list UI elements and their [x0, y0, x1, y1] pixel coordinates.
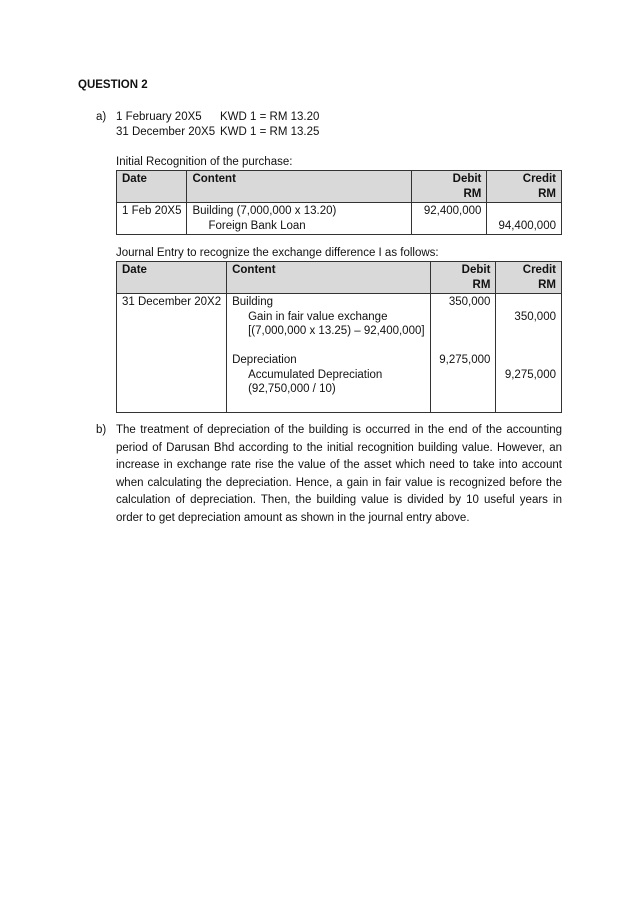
cell-date: 31 December 20X2 [117, 294, 227, 413]
table2-caption: Journal Entry to recognize the exchange difference I as follows: [116, 247, 439, 259]
debit-value: 92,400,000 [423, 205, 482, 217]
part-b-label: b) [96, 424, 107, 436]
header-date: Date [117, 262, 227, 294]
cell-credit [487, 203, 562, 235]
part-b-paragraph: The treatment of depreciation of the building is occurred in the end of the accounting period of Darusan Bhd according to the initial recognition building value. However, an increase in exchange rate rise the value of the asset which need to take into account when calculating the depreciation. Hence, a gain in fair value is recognized before the calculation of depreciation. Then, the building value is divided by 10 useful years in order to get depreciation amount as shown in the journal entry above. [116, 424, 562, 524]
exchange-rates [116, 110, 319, 140]
header-credit-label: Credit [522, 173, 556, 185]
table1-caption: Initial Recognition of the purchase: [116, 156, 293, 168]
cell-debit [411, 203, 487, 235]
initial-recognition-table [116, 170, 562, 235]
debit-value: 9,275,000 [439, 354, 491, 366]
question-heading: QUESTION 2 [78, 79, 148, 91]
rate-value: KWD 1 = RM 13.25 [220, 126, 320, 138]
header-debit-unit: RM [472, 278, 491, 291]
header-debit-unit: RM [463, 187, 482, 200]
content-line: Depreciation [232, 354, 297, 366]
cell-credit [496, 294, 562, 413]
table-row [117, 203, 562, 235]
part-a-label: a) [96, 111, 107, 123]
content-line: Building (7,000,000 x 13.20) [192, 205, 337, 217]
table-header-row [117, 262, 562, 294]
rate-value: KWD 1 = RM 13.20 [220, 111, 320, 123]
content-line: (92,750,000 / 10) [248, 383, 336, 395]
credit-value: 9,275,000 [504, 368, 556, 381]
header-credit-unit: RM [538, 278, 556, 291]
header-debit [411, 171, 487, 203]
content-line: Building [232, 296, 274, 308]
cell-content [227, 294, 430, 413]
header-credit-label: Credit [522, 264, 556, 276]
table-header-row [117, 171, 562, 203]
content-line: Accumulated Depreciation [248, 368, 383, 381]
content-line: [(7,000,000 x 13.25) – 92,400,000] [248, 325, 425, 337]
content-line: Gain in fair value exchange [248, 310, 388, 323]
rate-row [116, 110, 319, 125]
header-credit-unit: RM [538, 187, 556, 200]
rate-row [116, 125, 319, 140]
content-line: Foreign Bank Loan [208, 219, 306, 232]
rate-date: 31 December 20X5 [116, 126, 216, 138]
exchange-difference-table [116, 261, 562, 413]
header-content: Content [227, 262, 430, 294]
cell-debit [430, 294, 496, 413]
debit-value: 350,000 [448, 296, 491, 308]
header-credit [487, 171, 562, 203]
table-row [117, 294, 562, 413]
cell-date: 1 Feb 20X5 [117, 203, 187, 235]
header-debit [430, 262, 496, 294]
header-debit-label: Debit [461, 264, 491, 276]
header-date: Date [117, 171, 187, 203]
rate-date: 1 February 20X5 [116, 111, 202, 123]
credit-value: 94,400,000 [498, 219, 556, 232]
credit-value: 350,000 [514, 310, 556, 323]
header-credit [496, 262, 562, 294]
header-debit-label: Debit [452, 173, 482, 185]
header-content: Content [187, 171, 411, 203]
cell-content [187, 203, 411, 235]
